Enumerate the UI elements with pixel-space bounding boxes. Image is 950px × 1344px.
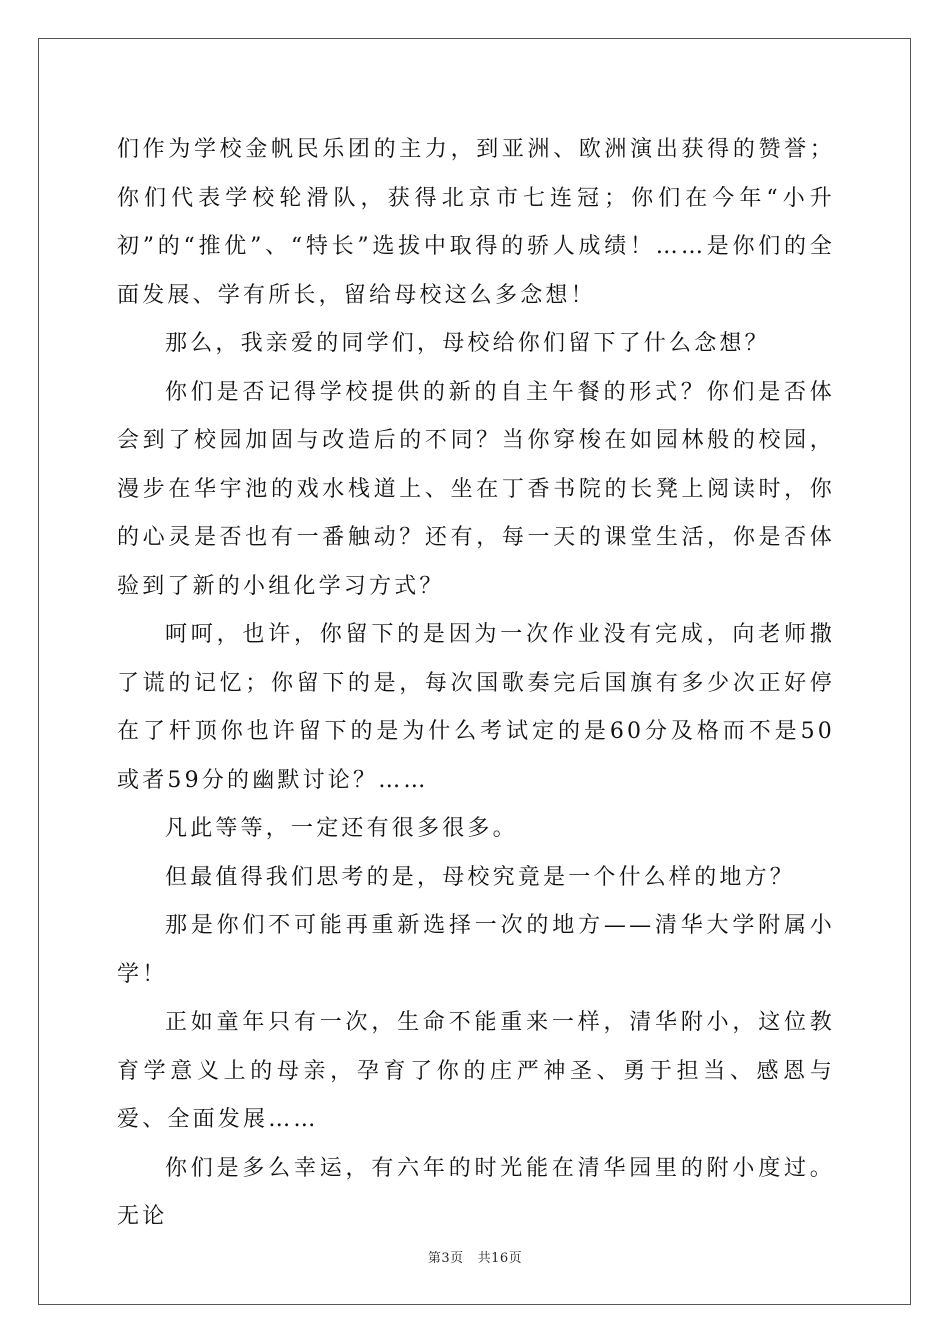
paragraph-5: 凡此等等，一定还有很多很多。 [165, 816, 518, 841]
paragraph-7: 那是你们不可能再重新选择一次的地方——清华大学附属小学！ [117, 913, 835, 987]
total-pages: 共16页 [477, 1251, 523, 1266]
page-footer [0, 1247, 950, 1266]
paragraph-9: 你们是多么幸运，有六年的时光能在清华园里的附小度过。无论 [117, 1155, 835, 1229]
page-number: 第3页 [427, 1251, 464, 1266]
document-body [117, 126, 835, 1242]
paragraph-8: 正如童年只有一次，生命不能重来一样，清华附小，这位教育学意义上的母亲，孕育了你的庄严神圣、勇于担当、感恩与爱、全面发展…… [117, 1010, 835, 1132]
paragraph-6: 但最值得我们思考的是，母校究竟是一个什么样的地方？ [165, 864, 796, 890]
paragraph-1: 们作为学校金帆民乐团的主力，到亚洲、欧洲演出获得的赞誉；你们代表学校轮滑队，获得北京市七连冠；你们在今年“小升初”的“推优”、“特长”选拔中取得的骄人成绩！……是你们的全面发展、学有所长，留给母校这么多念想！ [117, 137, 835, 308]
paragraph-2: 那么，我亲爱的同学们，母校给你们留下了什么念想？ [165, 331, 770, 356]
paragraph-4: 呵呵，也许，你留下的是因为一次作业没有完成，向老师撒了谎的记忆；你留下的是，每次国歌奏完后国旗有多少次正好停在了杆顶你也许留下的是为什么考试定的是60分及格而不是50或者59分的幽默讨论？…… [117, 622, 835, 793]
paragraph-3: 你们是否记得学校提供的新的自主午餐的形式？你们是否体会到了校园加固与改造后的不同？当你穿梭在如园林般的校园，漫步在华宇池的戏水栈道上、坐在丁香书院的长凳上阅读时，你的心灵是否也有一番触动？还有，每一天的课堂生活，你是否体验到了新的小组化学习方式？ [117, 379, 835, 599]
